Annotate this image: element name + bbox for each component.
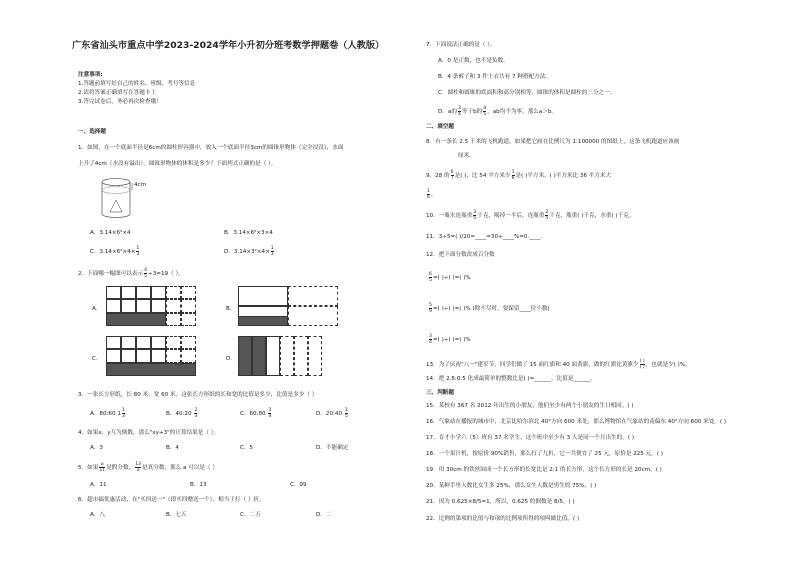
q2-figure-a[interactable] bbox=[106, 286, 210, 326]
denominator: 5 bbox=[473, 216, 477, 221]
note-item: 2.请将答案正确填写在答题卡上 bbox=[78, 90, 157, 96]
q5-stem bbox=[78, 462, 218, 473]
q2-figure-c[interactable] bbox=[106, 336, 210, 376]
q1-option-c[interactable] bbox=[90, 246, 140, 257]
q8-line1: 8．有一条长 2.5 千米的飞机跑道，如果把它画在比例尺为 1:100000 的图纸上，这条飞机跑道应该画 bbox=[426, 139, 680, 145]
denominator: 3 bbox=[136, 252, 140, 257]
q12-stem: 12．把下面分数改成百分数 bbox=[426, 252, 495, 258]
q4-option-a[interactable]: A．3 bbox=[90, 445, 103, 451]
numerator: 3 bbox=[429, 334, 432, 339]
numerator: 3 bbox=[268, 408, 272, 413]
q3-option-b-text: B．40:20 bbox=[166, 411, 192, 417]
q2-label-b[interactable]: B. bbox=[226, 306, 232, 312]
judge-item: 16．气象站在播报的城市中，北京比哈尔滨北 40°方向 600 米处，那么博物馆在气象站的南偏东 40°方向 600 米处。( ) bbox=[426, 419, 727, 425]
judge-item: 19．用 30cm 的铁丝围成一个长方形的长宽比是 2:1 的长方形，这个长方形的长是 20cm。( ) bbox=[426, 467, 662, 473]
numerator: 4 bbox=[483, 106, 487, 111]
denominator: 5 bbox=[344, 414, 348, 419]
judge-item: 22．比例的第项的比值与和项的比例项所得的项叫做比值。( ) bbox=[426, 516, 580, 522]
fraction bbox=[122, 408, 125, 419]
q10-b: 千克，喝掉一半后，连瓶重 bbox=[477, 213, 545, 219]
judge-item: 15．某校有 367 名 2012 年出生的小朋友，他们至少有两个小朋友的生日相同。( ) bbox=[426, 403, 634, 409]
q2-stem bbox=[78, 268, 184, 279]
q1-option-d-text: D．3.14×3²×4× bbox=[224, 249, 270, 255]
q9-a: 9．28 的 bbox=[426, 173, 450, 179]
numerator: 2 bbox=[545, 210, 549, 215]
denominator: 7 bbox=[450, 176, 454, 181]
q13-b: ，也就是少( )%。 bbox=[645, 362, 691, 368]
q6-option-a[interactable]: A．八 bbox=[90, 512, 106, 518]
q5-stem-c: 是真分数，那么 a 可以是（ ） bbox=[142, 465, 218, 471]
denominator: 3 bbox=[194, 414, 198, 419]
q12-row3 bbox=[428, 334, 471, 345]
q3-option-d[interactable] bbox=[316, 408, 349, 419]
fraction bbox=[512, 170, 515, 181]
q12-row3-text: =( )÷( )=( )% bbox=[432, 337, 471, 343]
numerator: 3 bbox=[457, 106, 461, 111]
q1-option-a[interactable]: A．3.14×6²×4 bbox=[90, 230, 131, 236]
numerator: 13 bbox=[135, 462, 142, 467]
fraction bbox=[473, 210, 476, 221]
q7-option-b[interactable]: B．4 条裤子和 3 件上衣共有 7 种搭配方法。 bbox=[438, 74, 551, 80]
denominator: 6 bbox=[511, 176, 515, 181]
numerator: 1 bbox=[511, 170, 515, 175]
q14: 14．把 2.5:0.5 化成最简单的整数比是( )=______，比值是______。 bbox=[426, 376, 596, 382]
judge-item: 20．某种手里人数比女生多 25%，那么女生人数是男生的 75%。( ) bbox=[426, 483, 597, 489]
denominator: 4 bbox=[429, 340, 432, 345]
denominator: 11 bbox=[99, 468, 106, 473]
judge-item: 17．育才小学六（5）班有 37 名学生，这个班中至少有 3 人是同一个月出生的。( ) bbox=[426, 435, 635, 441]
fraction bbox=[144, 268, 147, 279]
q9-d: 。 bbox=[430, 192, 437, 198]
q12-row1 bbox=[428, 272, 471, 283]
numerator: 6 bbox=[429, 272, 432, 277]
denominator: 5 bbox=[545, 216, 549, 221]
denominator: 4 bbox=[457, 112, 461, 117]
q5-option-a[interactable]: A．11 bbox=[90, 482, 107, 488]
denominator: 3 bbox=[270, 252, 274, 257]
q5-option-c[interactable]: C．99 bbox=[290, 482, 307, 488]
q12-row2-text: =( )÷( )=( )% (除不尽时，要保留____位小数) bbox=[432, 306, 550, 312]
fraction bbox=[345, 408, 348, 419]
q8-line2: 厘米。 bbox=[458, 153, 475, 159]
fraction bbox=[135, 462, 141, 473]
section-judge-heading: 三、判断题 bbox=[426, 390, 454, 396]
q3-option-a-text: A．80:60 1 bbox=[90, 411, 121, 417]
q3-option-d-text: D．20:40 bbox=[316, 411, 343, 417]
note-item: 3.答完试卷后，务必再次检查哦！ bbox=[78, 99, 162, 105]
fraction bbox=[451, 170, 454, 181]
numerator: 1 bbox=[270, 246, 274, 251]
q2-figure-b[interactable] bbox=[238, 286, 338, 326]
q6-option-d[interactable]: D．二 bbox=[316, 512, 332, 518]
q5-stem-b: 是假分数， bbox=[106, 465, 135, 471]
right-column bbox=[426, 0, 766, 562]
fraction bbox=[271, 246, 274, 257]
q3-option-b[interactable] bbox=[166, 408, 198, 419]
fraction bbox=[483, 106, 486, 117]
q10-a: 10．一瓶水连瓶重 bbox=[426, 213, 473, 219]
judge-item: 18．一个果汁机，按原价 90%销售，那么打了九折，它一共便宜了 25 元，原价是 225 元。( ) bbox=[426, 451, 663, 457]
fraction bbox=[429, 334, 432, 345]
q4-option-b[interactable]: B．4 bbox=[166, 445, 179, 451]
fraction bbox=[99, 462, 105, 473]
section-choice-heading: 一、选择题 bbox=[78, 129, 106, 135]
q9-tail bbox=[426, 189, 437, 200]
fraction bbox=[268, 408, 271, 419]
q6-stem: 6．超市搞优惠活动，在"买四送一"（即买四赠送一个），相当于打（ ）折。 bbox=[78, 497, 265, 503]
q5-stem-a: 5．如果 bbox=[78, 465, 99, 471]
q12-row2 bbox=[428, 303, 550, 314]
numerator: 2 bbox=[194, 408, 198, 413]
numerator: 4 bbox=[144, 268, 148, 273]
denominator: 4 bbox=[268, 414, 272, 419]
q3-option-c[interactable] bbox=[240, 408, 272, 419]
q2-label-a[interactable]: A. bbox=[92, 306, 98, 312]
section-fill-heading: 二、填空题 bbox=[426, 124, 454, 130]
q3-option-a[interactable] bbox=[90, 408, 126, 419]
q2-stem-tail: ÷3=19（ ）。 bbox=[148, 271, 184, 277]
numerator: 1 bbox=[427, 189, 430, 194]
q3-stem: 3．一张长方形纸，长 80 米，宽 60 米。这张长方形纸的长和宽的比值是多少，比值是多少（ ） bbox=[78, 392, 318, 398]
fraction bbox=[136, 246, 139, 257]
q9-b: 是( )，比 54 平方米少 bbox=[454, 173, 511, 179]
numerator: 3 bbox=[473, 210, 477, 215]
numerator: 1 bbox=[121, 408, 125, 413]
q3-option-c-text: C．60:80 bbox=[240, 411, 266, 417]
q2-figure-d[interactable] bbox=[238, 336, 338, 376]
q12-row1-text: =( )÷( )=( )% bbox=[432, 275, 471, 281]
q7-option-d-a: D．a的 bbox=[438, 109, 457, 115]
numerator: a bbox=[100, 462, 104, 467]
page-title: 广东省汕头市重点中学2023-2024学年小升初分班考数学押题卷（人教版） bbox=[72, 40, 385, 51]
q10-c: 千克，瓶重( )千克，水重( )千克。 bbox=[549, 213, 635, 219]
q7-option-d-b: 等于b的 bbox=[461, 109, 483, 115]
q1-option-d[interactable] bbox=[224, 246, 275, 257]
q11: 11．3÷5=( )/20=____=30÷____%=0.____。 bbox=[426, 234, 547, 240]
q1-line2: 上升了4cm（水没有溢出），圆锥形物体的体积是多少？下面列式正确的是（ ）。 bbox=[78, 161, 277, 167]
q6-option-b[interactable]: B．七五 bbox=[166, 512, 187, 518]
fraction bbox=[545, 210, 548, 221]
q9 bbox=[426, 170, 611, 181]
q1-option-b[interactable]: B．3.14×6²×3×4 bbox=[224, 230, 273, 236]
denominator: 9 bbox=[429, 309, 432, 314]
note-item: 1.答题前填写好自己的姓名、班级、考号等信息 bbox=[78, 81, 196, 87]
q9-c: 是( )平方米。( )平方米比 36 平方米大 bbox=[515, 173, 612, 179]
q7-option-d[interactable] bbox=[438, 106, 557, 117]
numerator: 5 bbox=[429, 303, 432, 308]
q5-option-b[interactable]: B．13 bbox=[190, 482, 207, 488]
q13 bbox=[426, 359, 691, 370]
denominator: 5 bbox=[483, 112, 487, 117]
denominator: 6 bbox=[427, 195, 430, 200]
numerator: ( ) bbox=[639, 359, 645, 364]
denominator: 5 bbox=[144, 274, 148, 279]
q2-label-d[interactable]: D. bbox=[226, 356, 233, 362]
q7-option-a[interactable]: A．0 是正数，也不是负数。 bbox=[438, 58, 509, 64]
q13-a: 13．为了庆祝"八一"建军节，同学们做了 15 面红旗和 40 面黄旗，做的红旗比黄旗少 bbox=[426, 362, 639, 368]
q10 bbox=[426, 210, 634, 221]
denominator: 5 bbox=[429, 278, 432, 283]
numerator: 6 bbox=[450, 170, 454, 175]
judge-item: 21．因为 0.625×8/5=1，所以，0.625 的倒数是 8/5。( ) bbox=[426, 499, 575, 505]
q4-option-c[interactable]: C．5 bbox=[240, 445, 254, 451]
q1-line1: 1．如图，在一个底面半径是6cm的圆柱形容器中，放入一个底面半径3cm的圆锥形物体（完全浸没），水面 bbox=[78, 145, 344, 151]
q7-option-d-c: ，ab均不为零，那么a＞b。 bbox=[487, 109, 558, 115]
fraction bbox=[429, 272, 432, 283]
q7-stem: 7．下面说法正确的是（ ）。 bbox=[426, 42, 496, 48]
fraction bbox=[458, 106, 461, 117]
numerator: 1 bbox=[136, 246, 140, 251]
denominator: a bbox=[136, 468, 140, 473]
denominator: ( ) bbox=[639, 365, 645, 370]
fig-label-4cm: 4cm bbox=[134, 182, 147, 188]
notes-heading: 注意事项: bbox=[78, 72, 103, 78]
fraction bbox=[194, 408, 197, 419]
q4-option-d[interactable]: D．不能确定 bbox=[316, 445, 349, 451]
q6-option-c[interactable]: C．二五 bbox=[240, 512, 261, 518]
q1-option-c-text: C．3.14×6²×4× bbox=[90, 249, 136, 255]
denominator: 3 bbox=[121, 414, 125, 419]
numerator: 1 bbox=[344, 408, 348, 413]
q4-stem: 4．如果x、y互为倒数，那么"xy+3"的计算结果是（ ）。 bbox=[78, 430, 220, 436]
cylinder-figure bbox=[96, 176, 156, 220]
fraction bbox=[640, 359, 645, 370]
q7-option-c[interactable]: C．圆柱和圆锥的底面积和高分别相等，圆锥的体积是圆柱的三分之一。 bbox=[438, 90, 616, 96]
fraction bbox=[429, 303, 432, 314]
q2-label-c[interactable]: C. bbox=[92, 356, 98, 362]
left-column bbox=[72, 0, 408, 562]
fraction bbox=[427, 189, 430, 200]
q2-stem-text: 2．下面哪一幅图可以表示 bbox=[78, 271, 144, 277]
